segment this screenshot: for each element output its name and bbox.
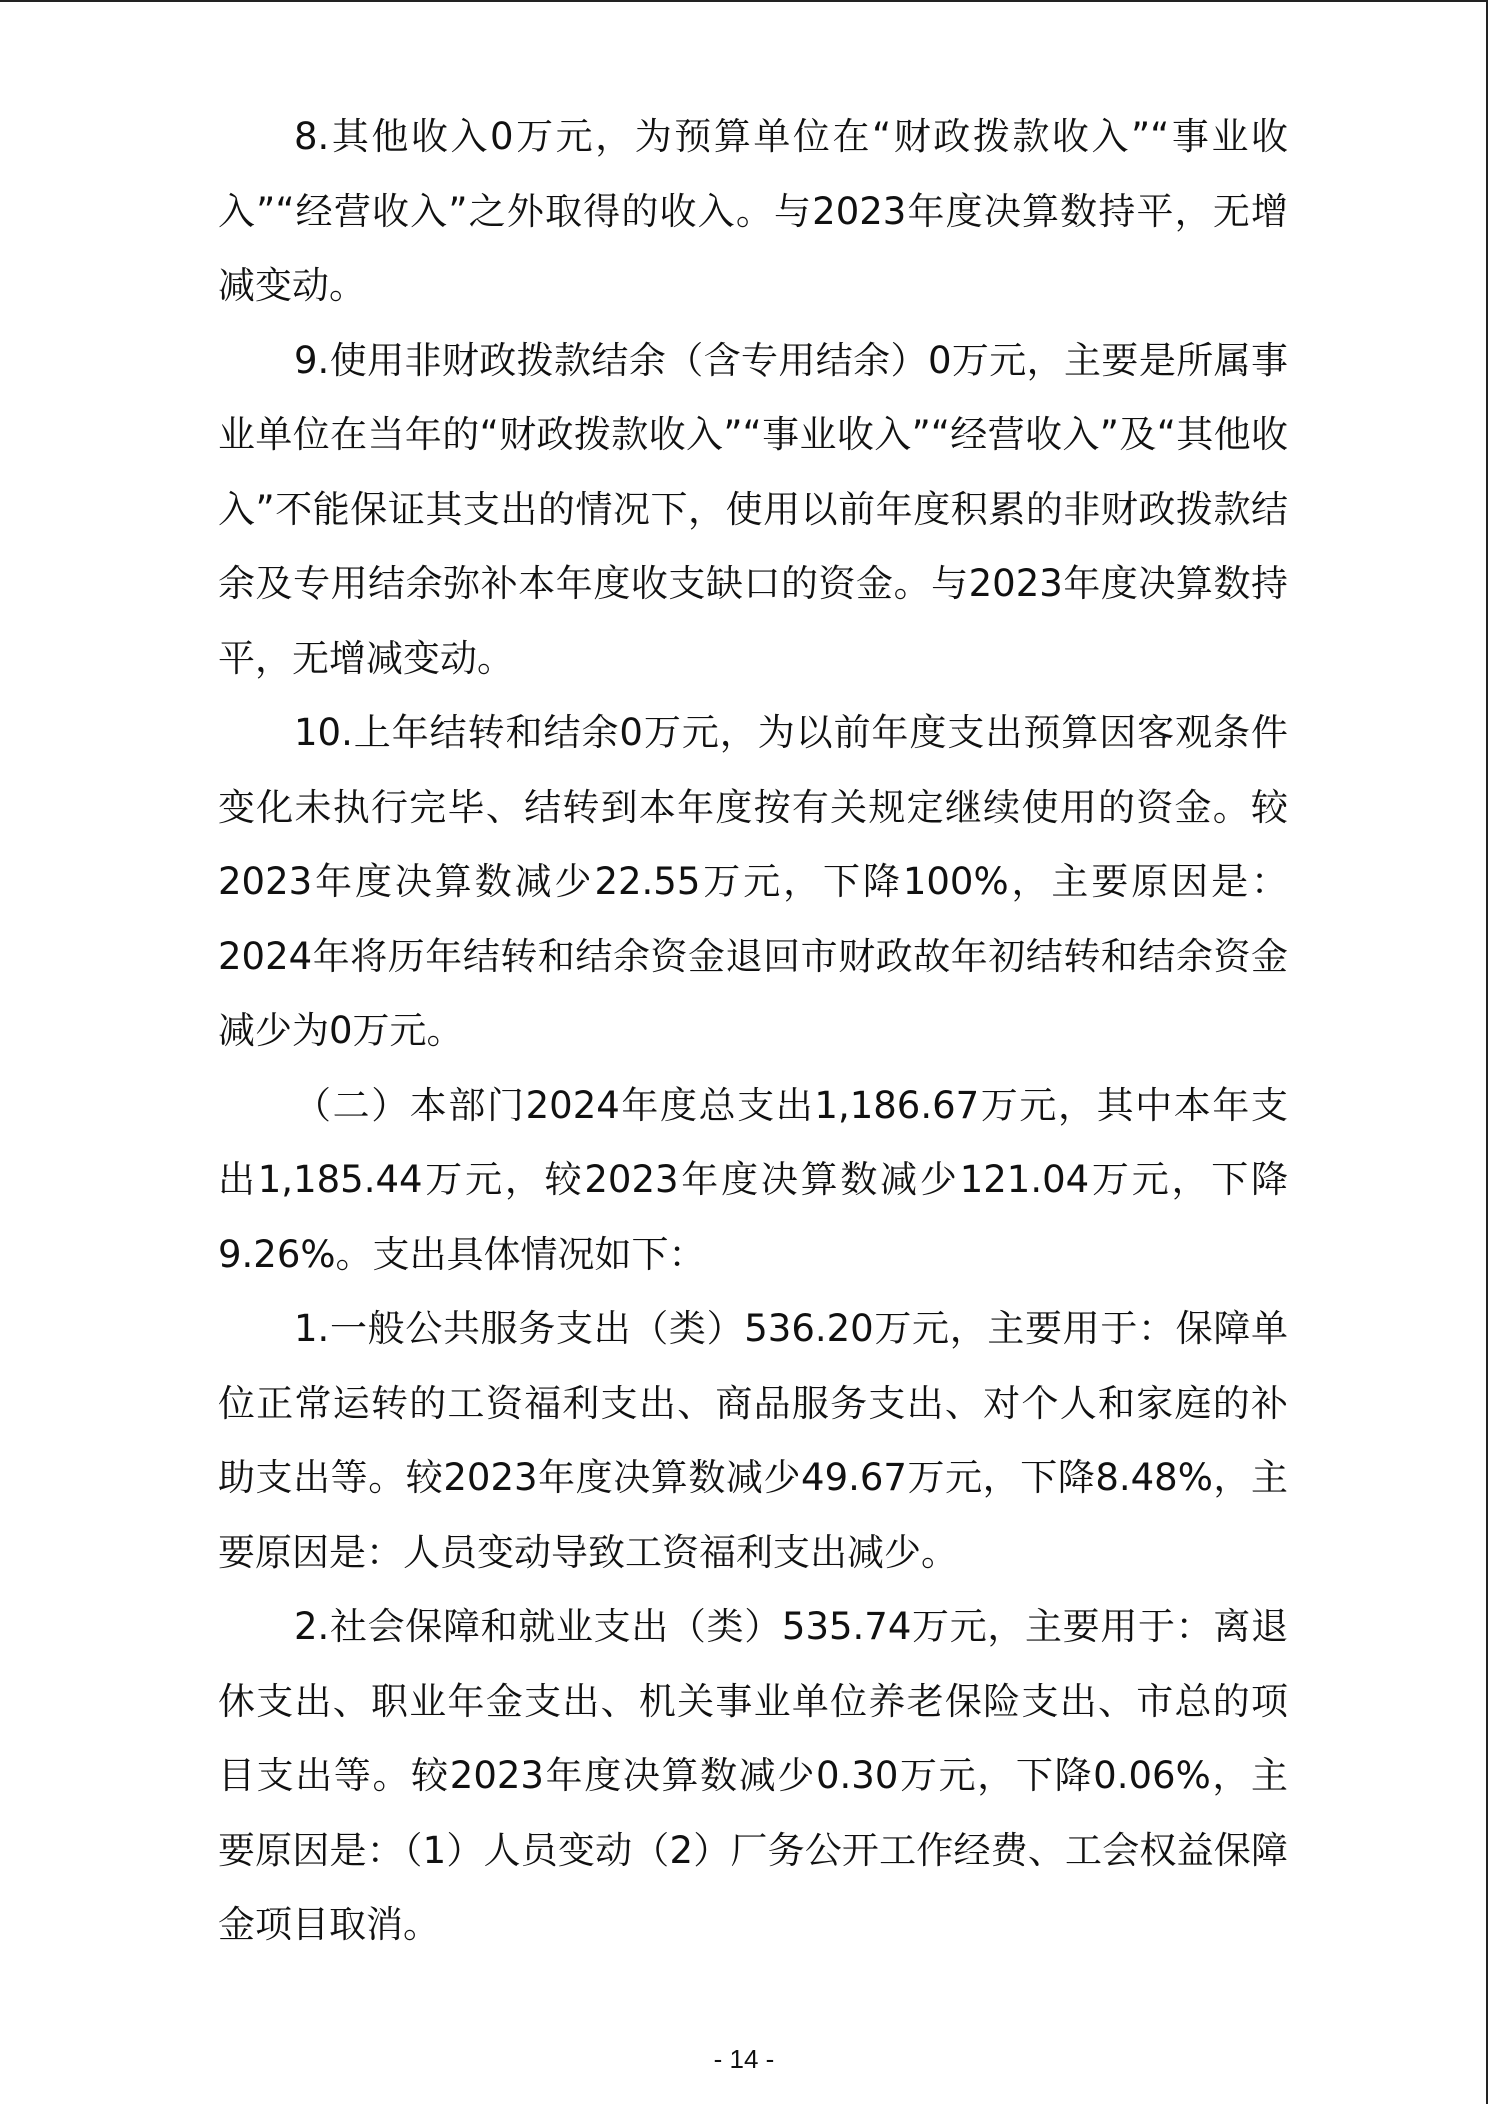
paragraph-non-fiscal-balance: 9.使用非财政拨款结余（含专用结余）0万元，主要是所属事业单位在当年的“财政拨款收入”“事业收入”“经营收入”及“其他收入”不能保证其支出的情况下，使用以前年度积累的非财政拨款结余及专用结余弥补本年度收支缺口的资金。与2023年度决算数持平，无增减变动。: [218, 338, 1288, 680]
paragraph-general-public-services: 1.一般公共服务支出（类）536.20万元，主要用于：保障单位正常运转的工资福利支出、商品服务支出、对个人和家庭的补助支出等。较2023年度决算数减少49.67万元，下降8.48%，主要原因是：人员变动导致工资福利支出减少。: [218, 1307, 1288, 1574]
paragraph-carryover: 10.上年结转和结余0万元，为以前年度支出预算因客观条件变化未执行完毕、结转到本年度按有关规定继续使用的资金。较2023年度决算数减少22.55万元，下降100%，主要原因是：2024年将历年结转和结余资金退回市财政故年初结转和结余资金减少为0万元。: [218, 711, 1288, 1052]
paragraph-social-security: 2.社会保障和就业支出（类）535.74万元，主要用于：离退休支出、职业年金支出、机关事业单位养老保险支出、市总的项目支出等。较2023年度决算数减少0.30万元，下降0.06%，主要原因是：（1）人员变动（2）厂务公开工作经费、工会权益保障金项目取消。: [218, 1605, 1288, 1946]
page-number: - 14 -: [713, 2044, 775, 2074]
page-border-top: [0, 0, 1488, 2]
document-body: [218, 100, 1288, 1963]
paragraph-other-income: 8.其他收入0万元，为预算单位在“财政拨款收入”“事业收入”“经营收入”之外取得的收入。与2023年度决算数持平，无增减变动。: [218, 115, 1288, 307]
paragraph-total-expenditure: （二）本部门2024年度总支出1,186.67万元，其中本年支出1,185.44万元，较2023年度决算数减少121.04万元，下降9.26%。支出具体情况如下：: [218, 1083, 1288, 1276]
